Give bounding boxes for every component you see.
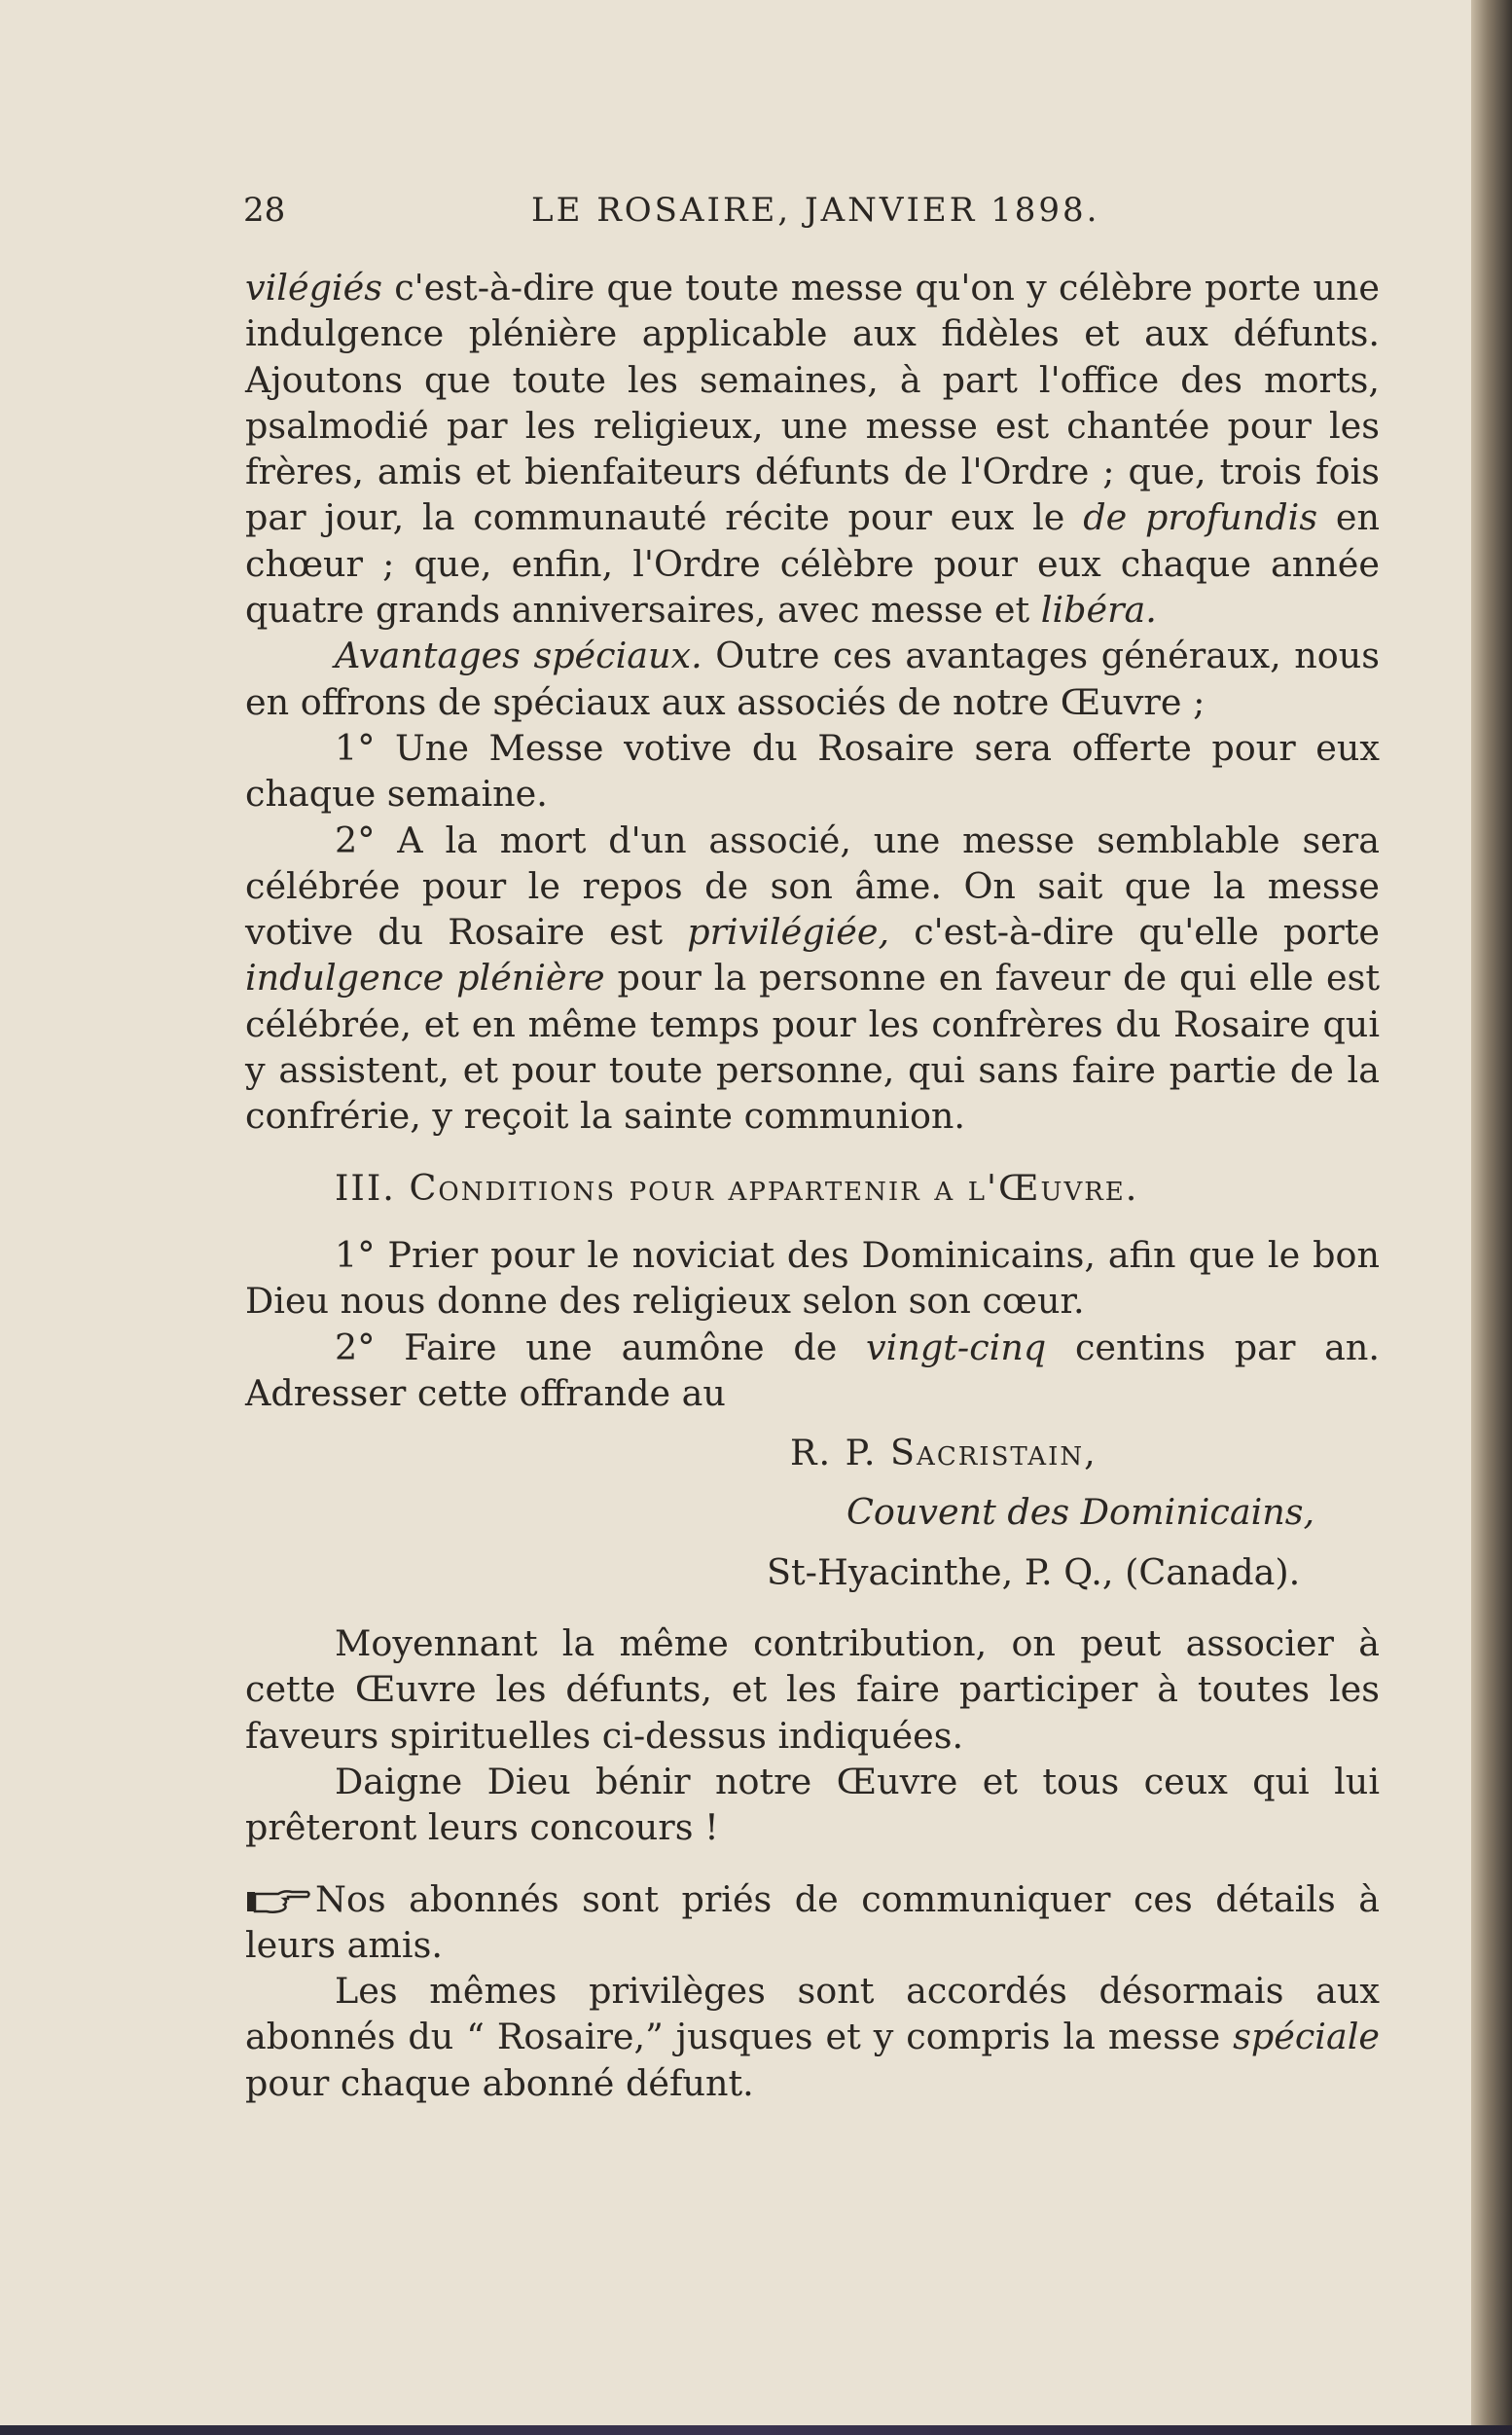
paragraph-privileges xyxy=(245,265,1380,633)
paragraph-text: c'est-à-dire qu'elle porte xyxy=(889,911,1380,954)
paragraph-text: pour la personne en faveur de qui elle est célébrée, et en même temps pour les confrères du Rosaire qui y assistent, et pour toute personne, qui sans faire partie de la confrérie, y reçoit la sainte communion. xyxy=(245,957,1380,1138)
italic-term: libéra. xyxy=(1040,589,1157,632)
book-spine-shadow xyxy=(1471,0,1512,2435)
italic-term: vingt-cinq xyxy=(866,1326,1047,1368)
paragraph-special-advantages xyxy=(245,633,1380,725)
paragraph-text: 2° A la mort d'un associé, une messe semblable sera célébrée pour le repos de son âme. On sait que la messe votive du Rosaire est xyxy=(245,818,1380,954)
page-bottom-edge xyxy=(0,2425,1512,2435)
paragraph-condition-2 xyxy=(245,1325,1380,1417)
pointing-hand-icon xyxy=(245,1882,311,1915)
italic-term: vilégiés xyxy=(245,267,382,309)
running-header xyxy=(243,191,1119,239)
paragraph-text: centins par an. Adresser cette offrande au xyxy=(245,1326,1380,1414)
paragraph-privileges-granted xyxy=(245,1968,1380,2106)
paragraph-text: c'est-à-dire que toute messe qu'on y célèbre porte une indulgence plénière applicable aux fidèles et aux défunts. Ajoutons que toute les semaines, à part l'office des morts, psalmodié par les religieux, une messe est chantée pour les frères, amis et bienfaiteurs défunts de l'Ordre ; que, trois fois par jour, la communauté récite pour eux le xyxy=(245,267,1380,539)
page-body xyxy=(245,265,1380,2106)
paragraph-advantage-2 xyxy=(245,818,1380,1140)
address-name: R. P. Sacristain, xyxy=(790,1432,1098,1474)
italic-term: Couvent des Dominicains, xyxy=(846,1491,1315,1534)
paragraph-text: Les mêmes privilèges sont accordés désormais aux abonnés du “ Rosaire,” jusques et y compris la messe xyxy=(245,1970,1380,2058)
address-place xyxy=(245,1489,1380,1535)
italic-term: spéciale xyxy=(1233,2016,1380,2058)
paragraph-condition-1: 1° Prier pour le noviciat des Dominicains, afin que le bon Dieu nous donne des religieux selon son cœur. xyxy=(245,1233,1380,1323)
address-city: St-Hyacinthe, P. Q., (Canada). xyxy=(767,1550,1301,1593)
paragraph-text: 2° Faire une aumône de xyxy=(335,1326,867,1368)
paragraph-advantage-1: 1° Une Messe votive du Rosaire sera offerte pour eux chaque semaine. xyxy=(245,726,1380,816)
paragraph-text: Nos abonnés sont priés de communiquer ces détails à leurs amis. xyxy=(245,1877,1380,1966)
section-heading: III. Conditions pour appartenir a l'Œuvre. xyxy=(335,1166,1139,1209)
paragraph-subscribers-notice xyxy=(245,1876,1380,1969)
paragraph-text: en chœur ; que, enfin, l'Ordre célèbre pour eux chaque année quatre grands anniversaires, avec messe et xyxy=(245,496,1380,632)
italic-term: indulgence plénière xyxy=(245,957,605,999)
paragraph-text: pour chaque abonné défunt. xyxy=(245,2061,754,2104)
paragraph-text: Outre ces avantages généraux, nous en offrons de spéciaux aux associés de notre Œuvre ; xyxy=(245,635,1380,723)
italic-term: privilégiée, xyxy=(687,911,890,954)
italic-term: de profundis xyxy=(1083,496,1318,539)
spacer xyxy=(245,1851,1380,1876)
italic-term: Avantages spéciaux. xyxy=(335,635,702,677)
page-number: 28 xyxy=(243,191,286,230)
spacer xyxy=(245,1595,1380,1620)
paragraph-deceased: Moyennant la même contribution, on peut associer à cette Œuvre les défunts, et les faire participer à toutes les faveurs spirituelles ci-dessus indiquées. xyxy=(245,1622,1380,1757)
running-title: LE ROSAIRE, JANVIER 1898. xyxy=(531,191,1100,230)
paragraph-blessing: Daigne Dieu bénir notre Œuvre et tous ceux qui lui prêteront leurs concours ! xyxy=(245,1760,1380,1849)
